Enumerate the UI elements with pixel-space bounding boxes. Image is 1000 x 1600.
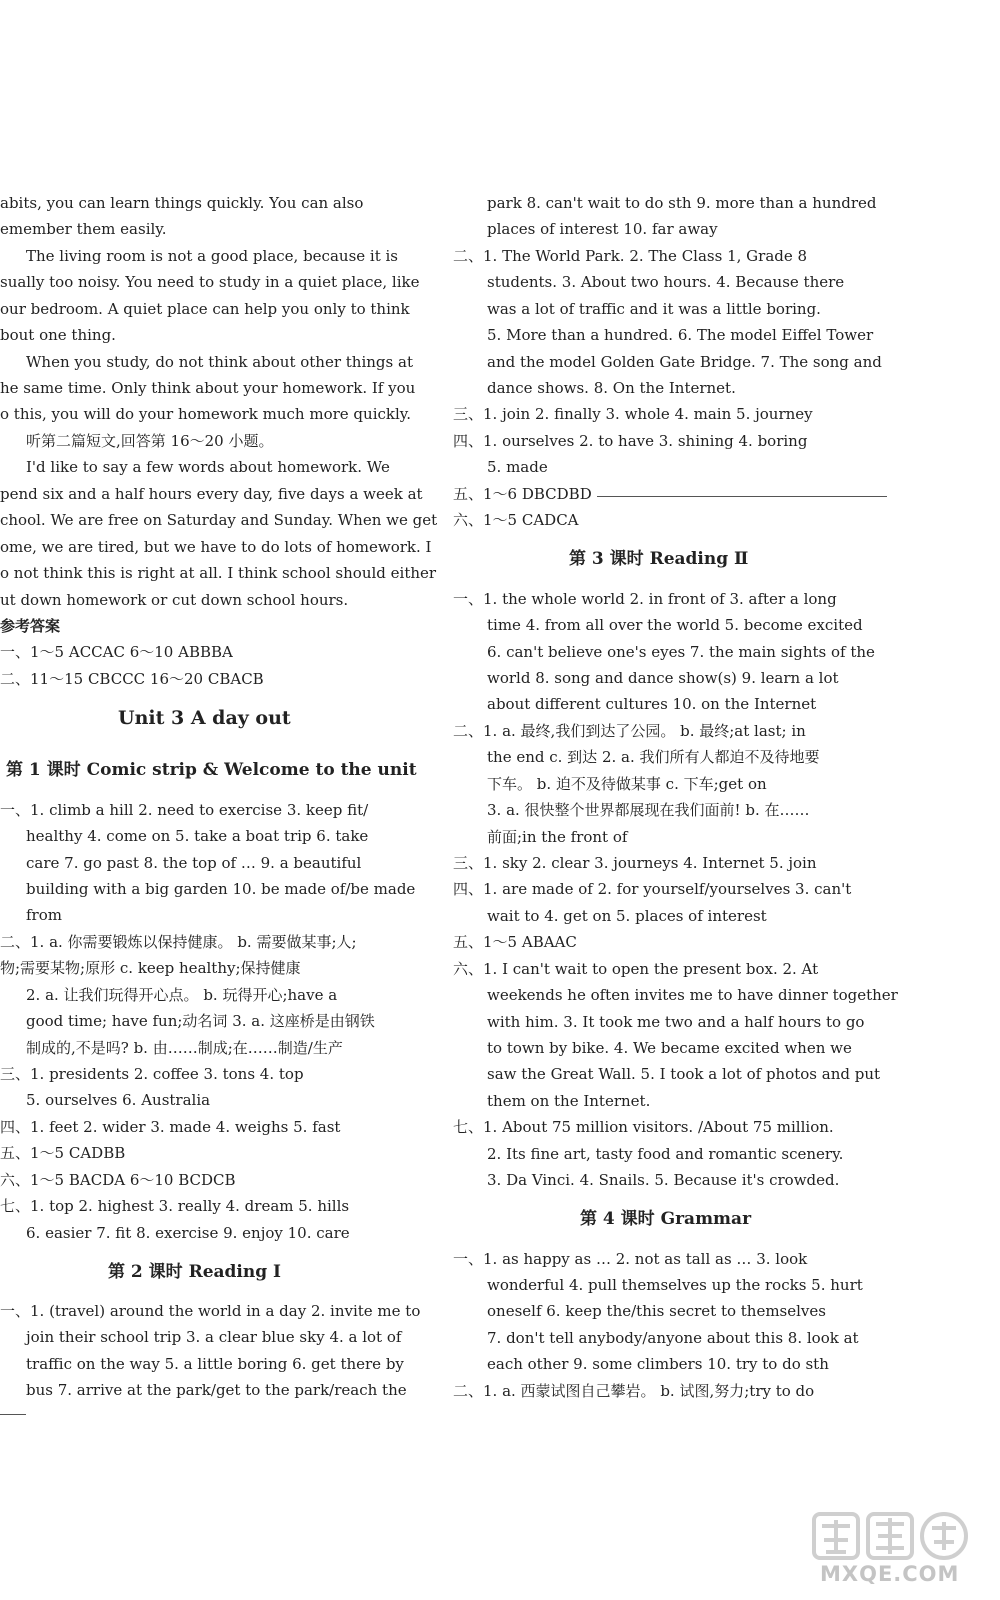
answer-line: 二、1. a. 西蒙试图自己攀岩。 b. 试图,努力;try to do	[453, 1382, 815, 1400]
answer-line: 前面;in the front of	[487, 828, 628, 846]
passage-line: chool. We are free on Saturday and Sunday. When we get	[0, 511, 438, 529]
answer-line: saw the Great Wall. 5. I took a lot of photos and put	[487, 1065, 881, 1083]
watermark	[812, 1508, 972, 1594]
answer-line: traffic on the way 5. a little boring 6. get there by	[26, 1355, 404, 1373]
separator-rule	[597, 496, 887, 497]
unit-title: Unit 3 A day out	[118, 707, 291, 729]
answer-line: 六、1～5 BACDA 6～10 BCDCB	[0, 1171, 236, 1189]
answer-line: 下车。 b. 迫不及待做某事 c. 下车;get on	[487, 775, 767, 793]
answer-line: 7. don't tell anybody/anyone about this 8. look at	[487, 1329, 859, 1347]
answer-line: 制成的,不是吗? b. 由……制成;在……制造/生产	[26, 1039, 343, 1057]
passage-line: ut down homework or cut down school hours.	[0, 591, 349, 609]
answer-line: wait to 4. get on 5. places of interest	[487, 907, 767, 925]
passage-line: abits, you can learn things quickly. You can also	[0, 194, 364, 212]
answer-line: 5. More than a hundred. 6. The model Eiffel Tower	[487, 326, 874, 344]
answer-line: 一、1. as happy as … 2. not as tall as … 3. look	[453, 1250, 808, 1268]
answer-line: good time; have fun;动名词 3. a. 这座桥是由钢铁	[26, 1012, 375, 1030]
answer-key-line: 二、11～15 CBCCC 16～20 CBACB	[0, 670, 264, 688]
answer-line: 一、1. climb a hill 2. need to exercise 3. keep fit/	[0, 801, 369, 819]
answer-line: students. 3. About two hours. 4. Because there	[487, 273, 845, 291]
answer-line: 三、1. join 2. finally 3. whole 4. main 5. journey	[453, 405, 813, 423]
answer-line: world 8. song and dance show(s) 9. learn a lot	[487, 669, 839, 687]
answer-line: weekends he often invites me to have dinner together	[487, 986, 898, 1004]
answer-line: dance shows. 8. On the Internet.	[487, 379, 736, 397]
answer-line: the end c. 到达 2. a. 我们所有人都迫不及待地要	[487, 748, 820, 766]
passage-line: sually too noisy. You need to study in a quiet place, like	[0, 273, 420, 291]
answer-line: 六、1～5 CADCA	[453, 511, 579, 529]
answer-line: park 8. can't wait to do sth 9. more than a hundred	[487, 194, 877, 212]
answer-line: each other 9. some climbers 10. try to do sth	[487, 1355, 829, 1373]
answer-line: 5. ourselves 6. Australia	[26, 1091, 211, 1109]
watermark-logo	[812, 1508, 972, 1566]
answer-line: 6. easier 7. fit 8. exercise 9. enjoy 10. care	[26, 1224, 350, 1242]
passage-line: emember them easily.	[0, 220, 167, 238]
answer-line: 二、1. a. 你需要锻炼以保持健康。 b. 需要做某事;人;	[0, 933, 357, 951]
answer-line: 三、1. sky 2. clear 3. journeys 4. Internet 5. join	[453, 854, 817, 872]
answer-line: 3. a. 很快整个世界都展现在我们面前! b. 在……	[487, 801, 810, 819]
watermark-url: MXQE.COM	[820, 1562, 960, 1586]
answer-line: 二、1. The World Park. 2. The Class 1, Grade 8	[453, 247, 808, 265]
answer-line: 四、1. feet 2. wider 3. made 4. weighs 5. fast	[0, 1118, 341, 1136]
answer-key-line: 一、1～5 ACCAC 6～10 ABBBA	[0, 643, 233, 661]
answer-line: about different cultures 10. on the Internet	[487, 695, 817, 713]
answer-line: and the model Golden Gate Bridge. 7. The song and	[487, 353, 882, 371]
answer-line: 5. made	[487, 458, 548, 476]
passage-line: pend six and a half hours every day, five days a week at	[0, 485, 423, 503]
lesson-4-title: 第 4 课时 Grammar	[580, 1209, 752, 1229]
passage-line: The living room is not a good place, because it is	[26, 247, 398, 265]
answer-line: bus 7. arrive at the park/get to the park/reach the	[26, 1381, 407, 1399]
passage-instruction: 听第二篇短文,回答第 16～20 小题。	[26, 432, 274, 450]
answer-line: 物;需要某物;原形 c. keep healthy;保持健康	[0, 959, 301, 977]
lesson-2-title: 第 2 课时 Reading Ⅰ	[108, 1262, 282, 1282]
answer-line: them on the Internet.	[487, 1092, 651, 1110]
passage-line: our bedroom. A quiet place can help you only to think	[0, 300, 410, 318]
answer-line: 二、1. a. 最终,我们到达了公园。 b. 最终;at last; in	[453, 722, 806, 740]
answer-line: 七、1. About 75 million visitors. /About 75 million.	[453, 1118, 834, 1136]
answer-line: to town by bike. 4. We became excited when we	[487, 1039, 852, 1057]
answer-line: 五、1～5 CADBB	[0, 1144, 126, 1162]
answer-line: 3. Da Vinci. 4. Snails. 5. Because it's crowded.	[487, 1171, 840, 1189]
answer-line: 五、1～6 DBCDBD	[453, 485, 592, 503]
answer-line: with him. 3. It took me two and a half hours to go	[487, 1013, 865, 1031]
answer-line: 三、1. presidents 2. coffee 3. tons 4. top	[0, 1065, 304, 1083]
passage-line: I'd like to say a few words about homework. We	[26, 458, 390, 476]
answer-line: care 7. go past 8. the top of … 9. a beautiful	[26, 854, 362, 872]
answer-line: 四、1. are made of 2. for yourself/yourselves 3. can't	[453, 880, 852, 898]
answer-line: 一、1. (travel) around the world in a day 2. invite me to	[0, 1302, 421, 1320]
answer-line: building with a big garden 10. be made of/be made	[26, 880, 416, 898]
answer-key-label: 参考答案	[0, 617, 61, 635]
answer-line: places of interest 10. far away	[487, 220, 718, 238]
answer-line: healthy 4. come on 5. take a boat trip 6. take	[26, 827, 369, 845]
answer-line: 六、1. I can't wait to open the present box. 2. At	[453, 960, 819, 978]
passage-line: o this, you will do your homework much more quickly.	[0, 405, 412, 423]
passage-line: bout one thing.	[0, 326, 116, 344]
passage-line: ome, we are tired, but we have to do lots of homework. I	[0, 538, 432, 556]
answer-line: 2. Its fine art, tasty food and romantic scenery.	[487, 1145, 844, 1163]
answer-line: 2. a. 让我们玩得开心点。 b. 玩得开心;have a	[26, 986, 338, 1004]
answer-line: join their school trip 3. a clear blue sky 4. a lot of	[26, 1328, 402, 1346]
answer-line: 一、1. the whole world 2. in front of 3. after a long	[453, 590, 837, 608]
answer-line: 四、1. ourselves 2. to have 3. shining 4. boring	[453, 432, 808, 450]
answer-line: 五、1～5 ABAAC	[453, 933, 577, 951]
passage-line: o not think this is right at all. I think school should either	[0, 564, 437, 582]
lesson-3-title: 第 3 课时 Reading Ⅱ	[569, 549, 749, 569]
answer-line: was a lot of traffic and it was a little boring.	[487, 300, 821, 318]
lesson-1-title: 第 1 课时 Comic strip & Welcome to the unit	[6, 760, 417, 780]
answer-line: 6. can't believe one's eyes 7. the main sights of the	[487, 643, 875, 661]
answer-line: 七、1. top 2. highest 3. really 4. dream 5. hills	[0, 1197, 350, 1215]
passage-line: he same time. Only think about your homework. If you	[0, 379, 416, 397]
margin-rule	[0, 1414, 26, 1415]
answer-line: from	[26, 906, 62, 924]
answer-line: time 4. from all over the world 5. become excited	[487, 616, 863, 634]
passage-line: When you study, do not think about other things at	[26, 353, 413, 371]
answer-line: wonderful 4. pull themselves up the rocks 5. hurt	[487, 1276, 863, 1294]
answer-line: oneself 6. keep the/this secret to themselves	[487, 1302, 826, 1320]
